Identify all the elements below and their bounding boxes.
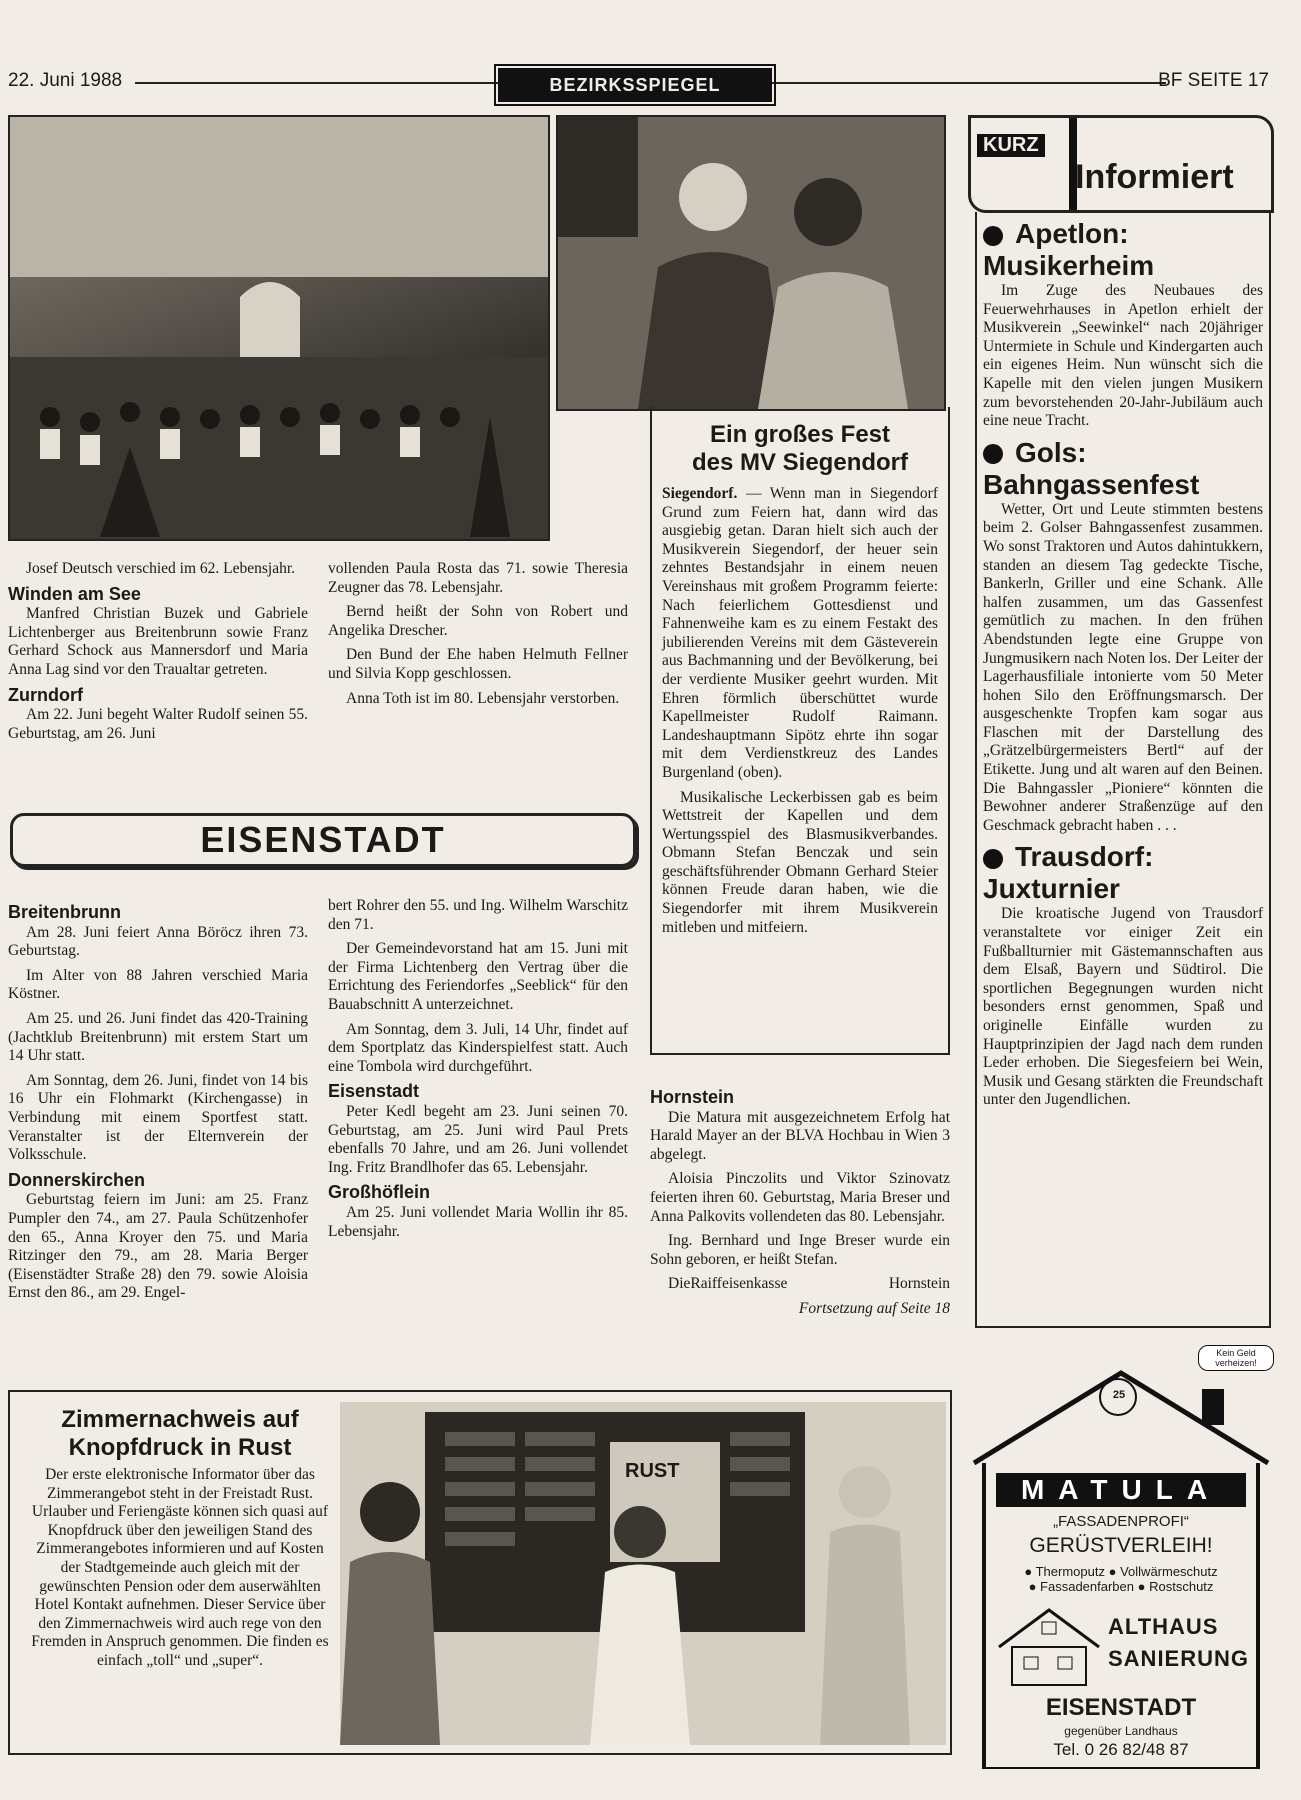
siegendorf-p2: Musikalische Leckerbissen gab es beim Wettstreit der Kapellen und dem Wertungsspiel des Blasmusikverbandes. Obmann Stefan Benczak und sein geschäftsführender Obmann Gerhard Steier können Freude daran haben, wie die Siegendorfer mit ihrem Musikverein mitleben und mitfeiern. — [662, 788, 938, 936]
siegendorf-title-1: Ein großes Fest — [709, 421, 891, 448]
article-heading: Zurndorf — [8, 684, 83, 705]
ad-feature-rostschutz: Rostschutz — [1149, 1579, 1214, 1594]
article-heading: Großhöflein — [328, 1182, 430, 1203]
ad-badge: 25 — [1112, 1389, 1126, 1401]
ad-city: EISENSTADT — [1045, 1694, 1197, 1721]
kurz-item-2-title1: Gols: — [1015, 436, 1087, 468]
rust-text: Der erste elektronische Informator über das Zimmerangebot steht in der Freistadt Rust. Urlauber und Feriengäste können sich quasi auf Knopfdruck über den jeweiligen Stand des Zimmerangebotes informieren und auf Kosten der Stadtgemeinde auch gleich mit der gewünschten Pension oder dem auserwählten Hotel Kontakt aufnehmen. Dieser Service über den Zimmernachweis wird auch rege von den Fremden in Anspruch genommen. Die finden es einfach „toll“ und „super“. — [31, 1466, 329, 1669]
matula-ad — [968, 1345, 1274, 1775]
article-heading: Donnerskirchen — [8, 1169, 146, 1190]
article-paragraph: bert Rohrer den 55. und Ing. Wilhelm Warschitz den 71. — [328, 897, 628, 933]
article-paragraph: Am Sonntag, dem 3. Juli, 14 Uhr, findet auf dem Sportplatz das Kinderspielfest statt. Auch eine Tombola wird durchgeführt. — [328, 1020, 628, 1075]
ad-features-2 — [986, 1579, 1256, 1594]
hornstein-p3: Ing. Bernhard und Inge Breser wurde ein Sohn geboren, er heißt Stefan. — [650, 1232, 950, 1268]
header-page: BF SEITE 17 — [1158, 70, 1269, 91]
bullet-icon: ● — [1137, 1579, 1146, 1594]
bullet-icon: ● — [1108, 1564, 1117, 1579]
bullet-icon — [983, 226, 1003, 246]
rust-sign-text: RUST — [625, 1460, 680, 1482]
left-column-1 — [8, 560, 308, 749]
article-paragraph: Am 28. Juni feiert Anna Böröcz ihren 73. Geburtstag. — [8, 923, 308, 960]
hornstein-p2: Aloisia Pinczolits und Viktor Szinovatz feierten ihren 60. Geburtstag, Maria Breser und Anna Palkovits vollendeten das 80. Lebensjahr. — [650, 1170, 950, 1225]
ad-speech-bubble: Kein Geld verheizen! — [1198, 1345, 1274, 1371]
ad-service: GERÜSTVERLEIH! — [1029, 1534, 1213, 1557]
siegendorf-title-2: des MV Siegendorf — [691, 449, 909, 476]
kurz-header — [968, 115, 1274, 213]
ad-phone: Tel. 0 26 82/48 87 — [1053, 1740, 1189, 1759]
kurz-label: KURZ — [977, 134, 1045, 157]
kurz-item-3-title2: Juxturnier — [983, 873, 1120, 905]
photo-rust-art — [340, 1402, 946, 1745]
photo-rust-terminal — [340, 1402, 946, 1745]
article-paragraph: vollenden Paula Rosta das 71. sowie Theresia Zeugner das 78. Lebensjahr. — [328, 560, 628, 596]
kurz-item-1-text: Im Zuge des Neubaues des Feuerwehrhauses in Apetlon erhielt der Musikverein „Seewinkel“ nach 20jähriger Untermiete in Schule und Kindergarten auch ein eigenes Heim. Nun wünscht sich die Kapelle mit den vielen jungen Musikern zum bevorstehenden 20-Jahr-Jubiläum auch eine neue Tracht. — [983, 282, 1263, 430]
siegendorf-lead: Siegendorf. — [662, 485, 738, 502]
kurz-item-2-title2: Bahngassenfest — [983, 468, 1200, 500]
rust-article — [8, 1390, 952, 1755]
eisenstadt-column-1 — [8, 897, 308, 1309]
hornstein-head: Hornstein — [650, 1087, 735, 1107]
photo-award-art — [558, 117, 944, 409]
eisenstadt-column-2 — [328, 897, 628, 1247]
kurz-item-1-title1: Apetlon: — [1015, 218, 1129, 249]
house-icon — [994, 1602, 1104, 1688]
kurz-item-1-title2: Musikerheim — [983, 250, 1155, 281]
article-paragraph: Den Bund der Ehe haben Helmuth Fellner und Silvia Kopp geschlossen. — [328, 646, 628, 682]
article-heading: Eisenstadt — [328, 1081, 420, 1102]
rust-title-2: Knopfdruck in Rust — [68, 1434, 292, 1461]
article-paragraph: Peter Kedl begeht am 23. Juni seinen 70. Geburtstag, am 25. Juni wird Paul Prets ebenfalls 70 Jahre, und am 26. Juni vollendet Ing. Fritz Brandlhofer das 65. Lebensjahr. — [328, 1102, 628, 1176]
ad-house-body — [982, 1463, 1260, 1769]
photo-orchestra-art — [10, 117, 548, 539]
ad-logo-line-1: ALTHAUS — [1108, 1614, 1219, 1639]
ad-feature-fassadenfarben: Fassadenfarben — [1040, 1579, 1134, 1594]
article-heading: Breitenbrunn — [8, 902, 122, 922]
hornstein-p1: Die Matura mit ausgezeichnetem Erfolg hat Harald Mayer an der BLVA Hochbau in Wien 3 abgelegt. — [650, 1108, 950, 1163]
kurz-column — [975, 212, 1271, 1328]
article-paragraph: Bernd heißt der Sohn von Robert und Angelika Drescher. — [328, 603, 628, 639]
article-paragraph: Im Alter von 88 Jahren verschied Maria Köstner. — [8, 966, 308, 1003]
photo-award — [556, 115, 946, 411]
eisenstadt-banner-title: EISENSTADT — [200, 819, 446, 860]
article-paragraph: Josef Deutsch verschied im 62. Lebensjahr. — [26, 560, 296, 577]
bullet-icon: ● — [1028, 1579, 1037, 1594]
bullet-icon — [983, 444, 1003, 464]
article-paragraph: Am Sonntag, dem 26. Juni, findet von 14 bis 16 Uhr ein Flohmarkt (Kirchengasse) in Verbindung mit einem Sportfest statt. Veranstalter ist der Elternverein der Volksschule. — [8, 1071, 308, 1164]
siegendorf-article — [650, 407, 950, 1055]
article-paragraph: Anna Toth ist im 80. Lebensjahr verstorben. — [346, 689, 620, 707]
ad-logo-line-2: SANIERUNG — [1108, 1646, 1250, 1671]
rust-title-1: Zimmernachweis auf — [61, 1406, 299, 1433]
hornstein-p4: DieRaiffeisenkasse Hornstein — [668, 1275, 950, 1293]
ad-feature-vollwaermeschutz: Vollwärmeschutz — [1120, 1564, 1218, 1579]
ad-address: gegenüber Landhaus — [1064, 1724, 1178, 1738]
ad-features-1 — [986, 1564, 1256, 1579]
hornstein-article — [650, 1082, 950, 1319]
photo-orchestra — [8, 115, 550, 541]
header-date: 22. Juni 1988 — [8, 70, 123, 91]
eisenstadt-banner — [10, 813, 636, 867]
siegendorf-p1: — Wenn man in Siegendorf Grund zum Feiern hat, dann wird das ausgiebig getan. Daran hielt sich auch der Musikverein Siegendorf, der heuer sein zehntes Bestandsjahr in einem neuen Vereinshaus mit großem Programm feierte: Nach feierlichem Gottesdienst und Fahnenweihe kam es zu einem Festakt des jubilierenden Vereins mit dem Gästeverein aus Bachmanning und der Bevölkerung, bei der verdiente Musiker geehrt wurden. Mit Ehren förmlich überschüttet wurde Kapellmeister Rudolf Raimann. Landeshauptmann Sipötz ehrte ihn sogar mit dem Verdienstkreuz des Landes Burgenland (oben). — [662, 485, 939, 781]
kurz-item-3-title1: Trausdorf: — [1015, 841, 1154, 873]
article-heading: Winden am See — [8, 583, 141, 604]
kurz-item-3-text: Die kroatische Jugend von Trausdorf veranstaltete vor einiger Zeit ein Fußballturnier mit Gästemannschaften aus dem Elsaß, Bayern und Südtirol. Die sportlichen Begegnungen wurden nicht besonders ernst genommen, Spaß und originelle Einfälle wurden zu Hauptprinzipien der Jagd nach dem runden Leder erhoben. Die Siegesfeiern bei Wein, Musik und Gesang stärkten die Freundschaft unter den Jugendlichen. — [983, 905, 1263, 1109]
article-paragraph: Am 25. und 26. Juni findet das 420-Training (Jachtklub Breitenbrunn) mit erstem Start um 14 Uhr statt. — [8, 1009, 308, 1065]
ad-feature-thermoputz: Thermoputz — [1035, 1564, 1105, 1579]
section-kicker: BEZIRKSSPIEGEL — [498, 68, 772, 102]
continued-note: Fortsetzung auf Seite 18 — [798, 1299, 950, 1317]
kurz-title: Informiert — [1075, 158, 1234, 196]
left-column-2 — [328, 560, 628, 714]
article-paragraph: Der Gemeindevorstand hat am 15. Juni mit der Firma Lichtenberg den Vertrag über die Errichtung des Feriendorfes „Seeblick“ für den Bauabschnitt A unterzeichnet. — [328, 940, 628, 1013]
ad-brand: MATULA — [996, 1473, 1246, 1507]
kurz-item-1 — [983, 218, 1263, 431]
ad-tagline: „FASSADENPROFI“ — [1053, 1513, 1189, 1530]
article-paragraph: Geburtstag feiern im Juni: am 25. Franz Pumpler den 74., am 27. Paula Schützenhofer den 65., Anna Kroyer den 75. und Maria Ritzinger den 79., am 28. Maria Berger (Eisenstädter Straße 28) den 79. sowie Aloisia Ernst den 86., am 29. Engel- — [8, 1191, 308, 1302]
article-paragraph: Am 22. Juni begeht Walter Rudolf seinen 55. Geburtstag, am 26. Juni — [8, 706, 308, 742]
bullet-icon — [983, 849, 1003, 869]
kurz-item-2 — [983, 437, 1263, 836]
bullet-icon: ● — [1024, 1564, 1033, 1579]
kurz-item-3 — [983, 841, 1263, 1110]
article-paragraph: Manfred Christian Buzek und Gabriele Lichtenberger aus Breitenbrunn sowie Franz Gerhard Schock aus Mannersdorf und Maria Anna Lag sind vor den Traualtar getreten. — [8, 605, 308, 678]
kurz-item-2-text: Wetter, Ort und Leute stimmten bestens beim 2. Golser Bahngassenfest zusammen. Wo sonst Traktoren und Autos dahintukkern, standen an diesem Tag gedeckte Tische, Bankerln, Griller und eine Schank. Alle halfen zusammen, um das Gassenfest gemütlich zu machen. In den frühen Abendstunden legte eine Gruppe von Jungmusikern nach Noten los. Der Leiter der Lagerhausfiliale intonierte vom 50 Meter hohen Silo den Eröffnungsmarsch. Der ausgeschenkte Tropfen kam sogar aus Flaschen mit der Darstellung des „Grätzelbürgermeisters Bertl“ auf der Etikette. Jung und alt waren auf den Beinen. Die Bahngassler „Pioniere“ könnten die Bewohner anderer Straßenzüge auf den Geschmack gebracht haben . . . — [983, 500, 1263, 834]
article-paragraph: Am 25. Juni vollendet Maria Wollin ihr 85. Lebensjahr. — [328, 1203, 628, 1240]
